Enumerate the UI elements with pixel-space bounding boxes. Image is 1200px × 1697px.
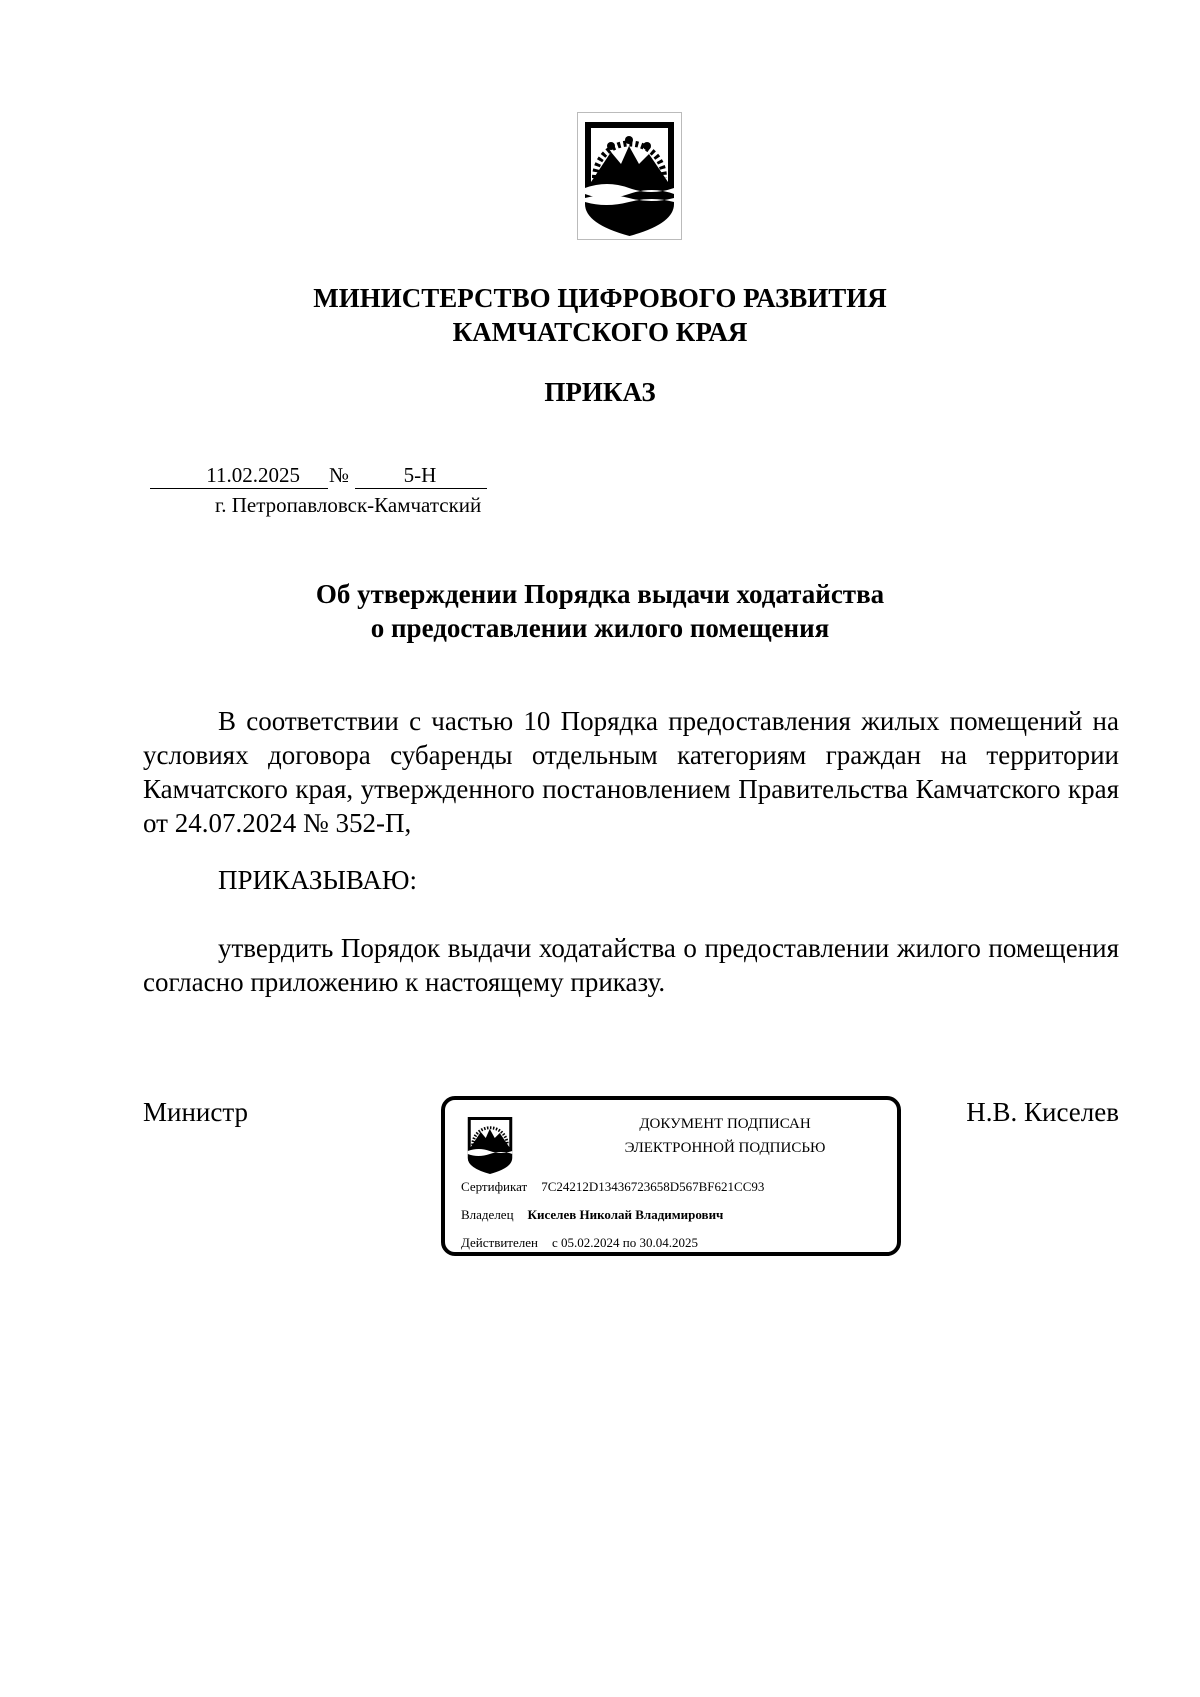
ministry-name-line2: КАМЧАТСКОГО КРАЯ <box>452 317 748 347</box>
document-type: ПРИКАЗ <box>544 377 656 407</box>
signer-name: Н.В. Киселев <box>966 1097 1119 1127</box>
stamp-certificate-row <box>461 1178 764 1196</box>
stamp-heading-line2: ЭЛЕКТРОННОЙ ПОДПИСЬЮ <box>624 1140 826 1156</box>
stamp-owner-row <box>461 1206 723 1224</box>
electronic-signature-stamp <box>441 1096 901 1256</box>
ministry-name-line1: МИНИСТЕРСТВО ЦИФРОВОГО РАЗВИТИЯ <box>313 283 887 313</box>
validity-value: с 05.02.2024 по 30.04.2025 <box>551 1235 698 1250</box>
stamp-validity-row <box>461 1234 698 1252</box>
order-number: 5-Н <box>403 463 437 487</box>
number-sign: № <box>329 463 350 487</box>
certificate-value: 7C24212D13436723658D567BF621CC93 <box>541 1179 765 1194</box>
kamchatka-coat-of-arms-icon <box>577 112 682 240</box>
date-underline <box>150 488 328 489</box>
order-title-line2: о предоставлении жилого помещения <box>370 613 830 643</box>
signer-position: Министр <box>143 1097 248 1127</box>
city: г. Петропавловск-Камчатский <box>215 493 482 517</box>
kamchatka-coat-of-arms-icon <box>463 1112 517 1176</box>
order-keyword: ПРИКАЗЫВАЮ: <box>218 865 417 895</box>
decision-paragraph: утвердить Порядок выдачи ходатайства о предоставлении жилого помещения согласно приложению к настоящему приказу. <box>143 933 1119 997</box>
owner-label: Владелец <box>461 1207 514 1222</box>
owner-value: Киселев Николай Владимирович <box>527 1207 724 1222</box>
stamp-heading-line1: ДОКУМЕНТ ПОДПИСАН <box>639 1116 811 1132</box>
preamble-paragraph: В соответствии с частью 10 Порядка предоставления жилых помещений на условиях договора субаренды отдельным категориям граждан на территории Камчатского края, утвержденного постановлением Правительства Камчатского края от 24.07.2024 № 352-П, <box>143 706 1119 838</box>
validity-label: Действителен <box>461 1235 538 1250</box>
order-date: 11.02.2025 <box>206 463 300 487</box>
number-underline <box>355 488 487 489</box>
certificate-label: Сертификат <box>461 1179 528 1194</box>
order-title-line1: Об утверждении Порядка выдачи ходатайства <box>315 579 885 609</box>
